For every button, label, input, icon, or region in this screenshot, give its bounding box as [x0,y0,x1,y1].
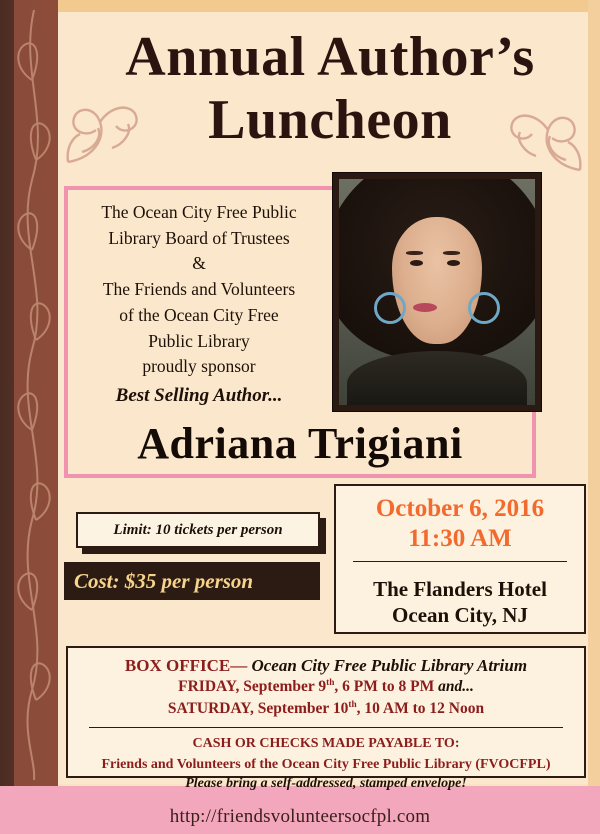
box-office-day-1 [68,676,584,698]
top-decorative-band [58,0,600,12]
event-time: 11:30 AM [408,524,512,552]
poster-title [70,26,590,151]
best-selling-author-label: Best Selling Author... [115,385,283,406]
date-divider [353,561,566,562]
box-office-heading [68,656,584,676]
vine-ornament-icon [10,10,58,780]
title-line-2: Luncheon [208,88,452,151]
author-photo [339,179,535,405]
sponsor-line-2: Library Board of Trustees [108,227,290,248]
sponsor-line-3: The Friends and Volunteers [102,279,296,300]
ticket-limit-text: Limit: 10 tickets per person [113,521,283,538]
photo-shoulders [347,351,527,405]
photo-brow-left [406,251,423,255]
author-name: Adriana Trigiani [137,419,463,468]
cost-text: Cost: $35 per person [74,568,254,593]
sponsor-ampersand: & [192,253,206,274]
date-venue-box [334,484,586,634]
sponsor-line-6: proudly sponsor [142,356,256,377]
box-office-day-2 [68,698,584,720]
box-office-location: Ocean City Free Public Library Atrium [251,656,528,675]
website-link[interactable]: http://friendsvolunteersocfpl.com [169,806,431,827]
box-office-day1-ordinal: th [326,677,335,688]
box-office-label: BOX OFFICE— [124,656,248,675]
title-line-1: Annual Author’s [125,26,535,88]
photo-earring-right [468,292,500,324]
box-office-day2-ordinal: th [348,700,357,711]
sponsor-line-4: of the Ocean City Free [119,304,279,325]
cost-box [64,562,320,600]
ticket-limit-box [76,512,320,548]
box-office-panel [66,646,586,791]
box-office-divider [89,727,564,728]
sponsor-line-1: The Ocean City Free Public [101,202,297,222]
payable-line-1: CASH OR CHECKS MADE PAYABLE TO: [192,735,460,751]
sponsor-text [70,200,328,380]
sponsor-line-5: Public Library [148,330,250,351]
box-office-day1-and: and... [438,678,474,695]
author-photo-frame [332,172,542,412]
payable-line-2: Friends and Volunteers of the Ocean City Free Public Library (FVOCFPL) [101,756,551,772]
box-office-day1-time: , 6 PM to 8 PM [334,678,439,695]
box-office-day2-time: , 10 AM to 12 Noon [356,700,485,718]
event-date: October 6, 2016 [375,495,545,522]
envelope-note: Please bring a self-addressed, stamped envelope! [185,775,467,791]
box-office-day2-label: SATURDAY, September 10 [167,700,349,718]
photo-lips [413,303,437,312]
venue-line-1: The Flanders Hotel [373,577,547,601]
venue-line-2: Ocean City, NJ [392,603,528,628]
box-office-day1-label: FRIDAY, September 9 [178,678,327,695]
